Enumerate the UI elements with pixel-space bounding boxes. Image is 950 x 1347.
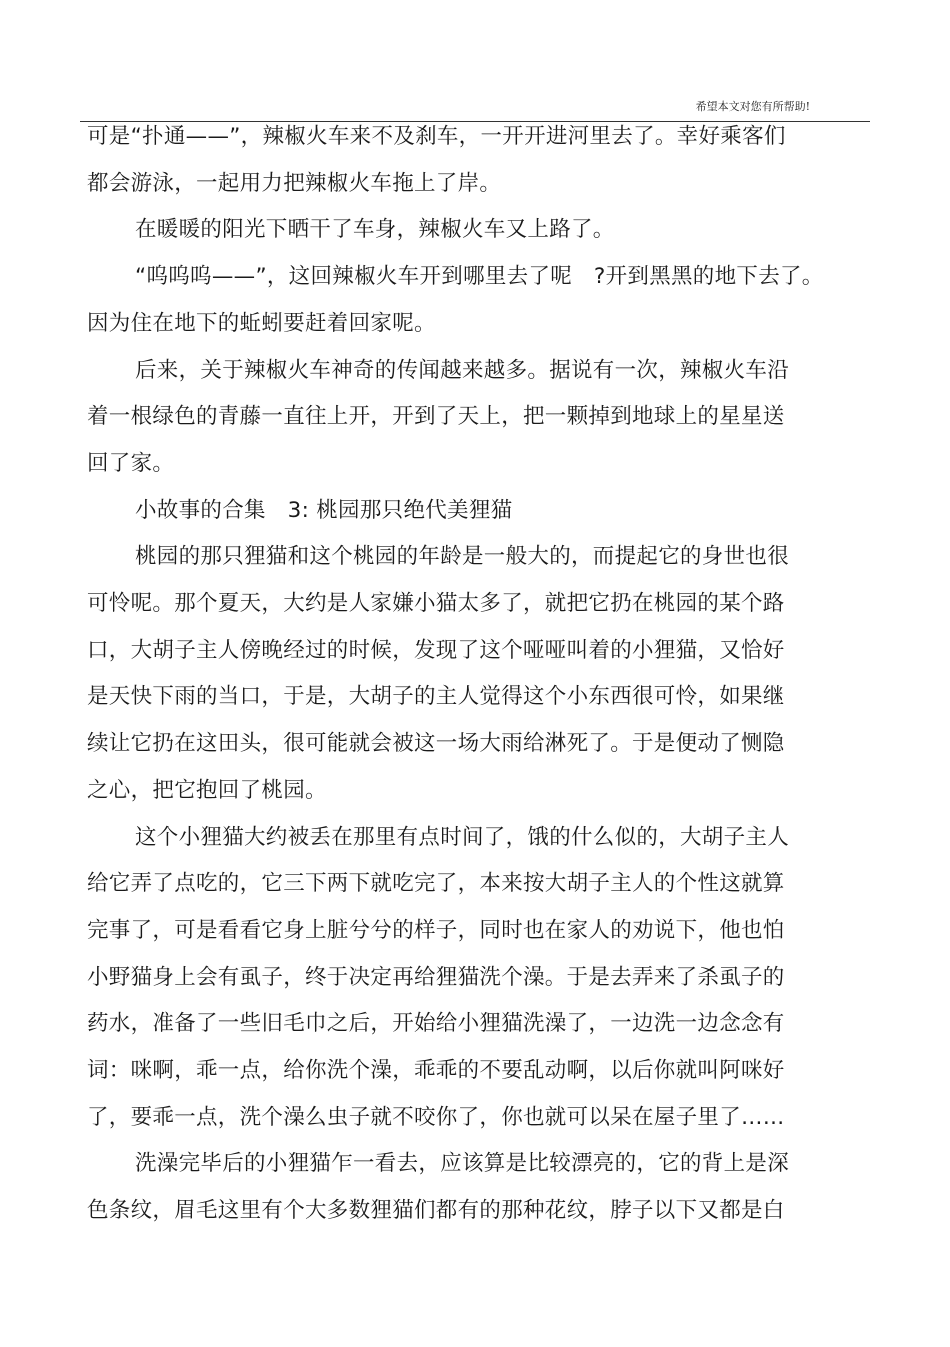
text-line: 后来，关于辣椒火车神奇的传闻越来越多。据说有一次，辣椒火车沿	[135, 357, 790, 383]
section-heading: 小故事的合集 3: 桃园那只绝代美狸猫	[135, 497, 513, 523]
text-line: 着一根绿色的青藤一直往上开，开到了天上，把一颗掉到地球上的星星送	[87, 404, 785, 430]
text-line: 了，要乖一点，洗个澡么虫子就不咬你了，你也就可以呆在屋子里了……	[87, 1104, 785, 1130]
text-line: 完事了，可是看看它身上脏兮兮的样子，同时也在家人的劝说下，他也怕	[87, 917, 785, 943]
text-line: 在暖暖的阳光下晒干了车身，辣椒火车又上路了。	[135, 217, 615, 243]
text-line: 口，大胡子主人傍晚经过的时候，发现了这个哑哑叫着的小狸猫，又恰好	[87, 637, 785, 663]
text-line: 洗澡完毕后的小狸猫乍一看去，应该算是比较漂亮的，它的背上是深	[135, 1151, 790, 1177]
text-line: 给它弄了点吃的，它三下两下就吃完了，本来按大胡子主人的个性这就算	[87, 871, 785, 897]
text-line: 小野猫身上会有虱子，终于决定再给狸猫洗个澡。于是去弄来了杀虱子的	[87, 964, 785, 990]
text-line: 色条纹，眉毛这里有个大多数狸猫们都有的那种花纹，脖子以下又都是白	[87, 1198, 785, 1224]
text-line: “呜呜呜——”，这回辣椒火车开到哪里去了呢 ?开到黑黑的地下去了。	[135, 264, 824, 290]
text-line: 药水，准备了一些旧毛巾之后，开始给小狸猫洗澡了，一边洗一边念念有	[87, 1011, 785, 1037]
text-line: 之心，把它抱回了桃园。	[87, 777, 327, 803]
text-line: 续让它扔在这田头，很可能就会被这一场大雨给淋死了。于是便动了恻隐	[87, 731, 785, 757]
text-line: 因为住在地下的蚯蚓要赶着回家呢。	[87, 310, 436, 336]
text-line: 可是“扑通——”，辣椒火车来不及刹车，一开开进河里去了。幸好乘客们	[87, 124, 786, 149]
text-line: 是天快下雨的当口，于是，大胡子的主人觉得这个小东西很可怜，如果继	[87, 684, 785, 710]
header-note: 希望本文对您有所帮助!	[695, 100, 810, 113]
text-line: 都会游泳，一起用力把辣椒火车拖上了岸。	[87, 170, 502, 196]
text-line: 词：咪啊，乖一点，给你洗个澡，乖乖的不要乱动啊，以后你就叫阿咪好	[87, 1058, 785, 1083]
text-line: 这个小狸猫大约被丢在那里有点时间了，饿的什么似的，大胡子主人	[135, 824, 790, 850]
text-line: 可怜呢。那个夏天，大约是人家嫌小猫太多了，就把它扔在桃园的某个路	[87, 591, 785, 616]
text-line: 桃园的那只狸猫和这个桃园的年龄是一般大的，而提起它的身世也很	[135, 544, 790, 570]
text-line: 回了家。	[87, 450, 175, 476]
